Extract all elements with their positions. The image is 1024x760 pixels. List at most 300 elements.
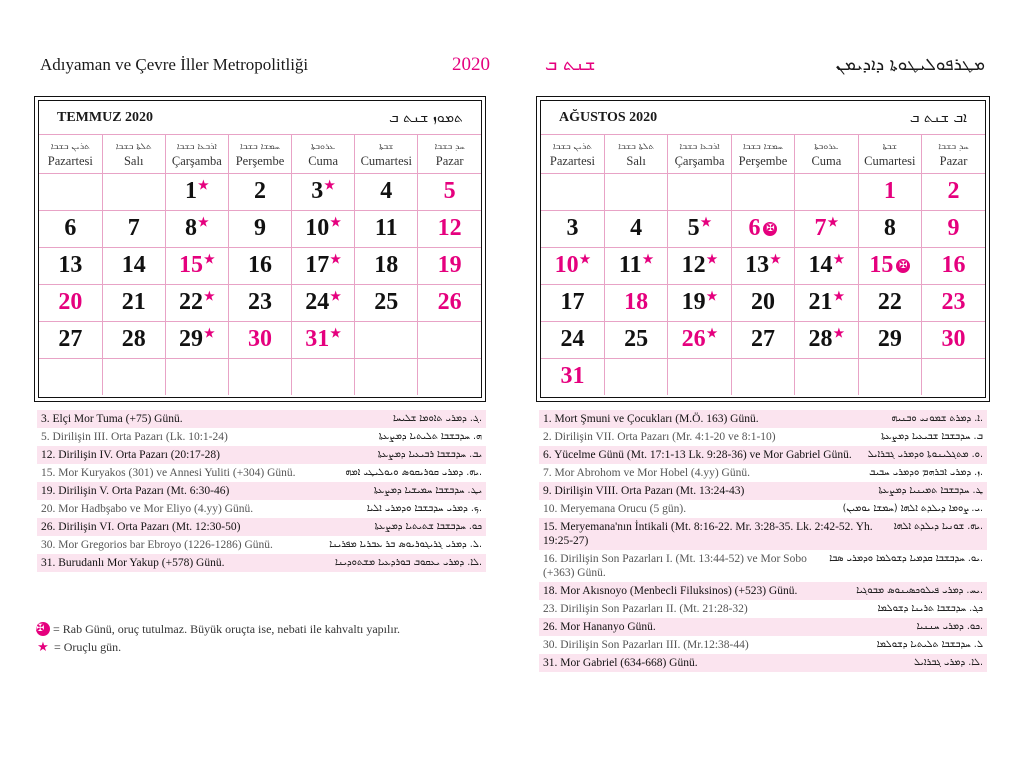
event-text: 23. Dirilişin Son Pazarları II. (Mt. 21:28-32) xyxy=(543,603,748,615)
day-number: 4 xyxy=(630,215,643,241)
week-row xyxy=(39,173,481,210)
day-number: 3 xyxy=(566,215,579,241)
star-icon: ★ xyxy=(330,252,342,266)
day-header-row xyxy=(39,135,481,173)
page-title: Adıyaman ve Çevre İller Metropolitliği xyxy=(40,55,309,74)
month-header xyxy=(39,101,481,135)
day-header-syriac: ܐܪܒܥܐ ܒܫܒܐ xyxy=(679,141,720,152)
day-cell xyxy=(102,210,165,247)
day-cell xyxy=(604,321,667,358)
star-icon: ★ xyxy=(197,178,209,192)
star-icon: ★ xyxy=(324,178,336,192)
event-text: 15. Mor Kuryakos (301) ve Annesi Yuliti (+304) Günü. xyxy=(41,467,296,479)
day-cell xyxy=(228,210,291,247)
day-header xyxy=(292,135,355,173)
day-number: 1 xyxy=(883,178,896,204)
calendar-grid xyxy=(39,135,481,395)
day-cell xyxy=(228,247,291,284)
event-text-syriac: ܝܚ. ܕܡܪܝ ܦܝܠܘܟܣܝܢܘܣ ܡܒܘܓܝܐ. xyxy=(856,585,983,596)
event-text: 7. Mor Abrohom ve Mor Hobel (4.yy) Günü. xyxy=(543,467,750,479)
day-header-syriac: ܬܠܬܐ ܒܫܒܐ xyxy=(115,141,152,152)
day-number: 26 xyxy=(681,326,706,352)
day-cell xyxy=(922,284,985,321)
day-number: 21 xyxy=(121,289,146,315)
day-number: 7 xyxy=(127,215,140,241)
day-cell xyxy=(165,321,228,358)
day-cell xyxy=(39,321,102,358)
day-cell xyxy=(418,247,481,284)
day-header-label: Çarşamba xyxy=(674,153,725,168)
day-header-label: Cumartesi xyxy=(864,153,916,168)
day-number: 31 xyxy=(305,326,330,352)
day-number: 11 xyxy=(618,252,642,278)
week-row xyxy=(541,284,985,321)
event-text-syriac: ܠ. ܚܕܒܫܒܐ ܬܠܝܬܝܐ ܕܫܘܠܡܐ xyxy=(876,639,983,650)
header-left xyxy=(40,54,490,84)
week-row xyxy=(39,247,481,284)
day-number: 27 xyxy=(58,326,83,352)
event-text-syriac: ܒ. ܚܕܒܫܒܐ ܫܒܝܥܝܐ ܕܡܨܥܬܐ xyxy=(881,431,983,442)
day-cell xyxy=(292,210,355,247)
empty-cell xyxy=(292,358,355,395)
day-number: 20 xyxy=(750,289,775,315)
day-cell xyxy=(165,284,228,321)
empty-cell xyxy=(228,358,291,395)
day-number: 2 xyxy=(947,178,960,204)
event-text-syriac: ܟܘ. ܕܡܪܝ ܚܢܢܝܐ. xyxy=(916,621,983,632)
event-text-syriac: ܐ. ܕܡܪܬ ܫܡܘܢܝ ܘܒܢܝܗ. xyxy=(891,413,983,424)
day-cell xyxy=(102,321,165,358)
header-right xyxy=(545,54,985,84)
day-cell xyxy=(39,210,102,247)
empty-cell xyxy=(39,173,102,210)
empty-cell xyxy=(102,173,165,210)
day-cell xyxy=(39,247,102,284)
day-header xyxy=(165,135,228,173)
day-number: 6 xyxy=(748,215,761,241)
year-label: 2020 xyxy=(452,54,490,75)
week-row xyxy=(541,247,985,284)
event-row xyxy=(539,464,987,482)
day-cell xyxy=(731,284,794,321)
day-cell xyxy=(858,247,921,284)
day-header xyxy=(355,135,418,173)
star-icon: ★ xyxy=(833,289,845,303)
event-row xyxy=(37,482,486,500)
day-cell xyxy=(604,247,667,284)
event-text: 6. Yücelme Günü (Mt. 17:1-13 Lk. 9:28-36) ve Mor Gabriel Günü. xyxy=(543,449,852,461)
event-row xyxy=(37,464,486,482)
day-header xyxy=(858,135,921,173)
day-header-syriac: ܚܕ ܒܫܒܐ xyxy=(434,141,465,152)
day-header-label: Perşembe xyxy=(235,153,285,168)
event-text-syriac: ܘ. ܡܬܓܠܝܢܘܬܐ ܘܕܡܪܝ ܓܒܪܐܝܠ. xyxy=(867,449,983,460)
day-cell xyxy=(541,247,604,284)
empty-cell xyxy=(604,173,667,210)
event-text: 26. Mor Hananyo Günü. xyxy=(543,621,656,633)
star-icon: ★ xyxy=(700,215,712,229)
day-header xyxy=(102,135,165,173)
day-cell xyxy=(39,284,102,321)
day-number: 5 xyxy=(687,215,700,241)
day-number: 16 xyxy=(941,252,966,278)
event-text-syriac: ܛ. ܚܕܒܫܒܐ ܬܡܝܢܝܐ ܕܡܨܥܬܐ xyxy=(878,485,983,496)
week-row xyxy=(541,321,985,358)
day-header-syriac: ܥܪܘܒܬܐ xyxy=(310,141,336,152)
day-cell xyxy=(541,284,604,321)
day-number: 16 xyxy=(247,252,272,278)
day-header-syriac: ܐܪܒܥܐ ܒܫܒܐ xyxy=(176,141,217,152)
event-list-august xyxy=(539,410,987,672)
day-number: 20 xyxy=(58,289,83,315)
day-header xyxy=(795,135,858,173)
day-number: 10 xyxy=(305,215,330,241)
cross-icon: ✠ xyxy=(896,259,910,273)
day-header-syriac: ܬܪܝܢ ܒܫܒܐ xyxy=(552,141,592,152)
day-number: 27 xyxy=(750,326,775,352)
event-text-syriac: ܝܒ. ܚܕܒܫܒܐ ܪܒܝܥܝܐ ܕܡܨܥܬܐ xyxy=(377,449,482,460)
day-header xyxy=(604,135,667,173)
day-cell xyxy=(922,173,985,210)
empty-cell xyxy=(858,358,921,395)
calendar-grid xyxy=(541,135,985,395)
day-number: 29 xyxy=(877,326,902,352)
day-header-label: Pazar xyxy=(435,153,464,168)
day-cell xyxy=(355,247,418,284)
day-number: 14 xyxy=(808,252,833,278)
empty-cell xyxy=(102,358,165,395)
day-cell xyxy=(165,247,228,284)
event-text: 18. Mor Akısnoyo (Menbecli Filuksinos) (+523) Günü. xyxy=(543,585,798,597)
event-text: 12. Dirilişin IV. Orta Pazarı (20:17-28) xyxy=(41,449,220,461)
day-header-row xyxy=(541,135,985,173)
month-header xyxy=(541,101,985,135)
day-number: 18 xyxy=(624,289,649,315)
day-cell xyxy=(604,284,667,321)
star-icon: ★ xyxy=(330,215,342,229)
event-text: 26. Dirilişin VI. Orta Pazarı (Mt. 12:30-50) xyxy=(41,521,241,533)
event-text-syriac: ܝܗ. ܕܡܪܝ ܩܘܪܝܩܘܣ ܘܝܘܠܝܛܝ ܐܡܗ. xyxy=(345,467,482,478)
event-row xyxy=(539,410,987,428)
event-text-syriac: ܓ. ܕܡܪܝ ܬܐܘܡܐ ܫܠܝܚܐ. xyxy=(392,413,482,424)
day-cell xyxy=(102,247,165,284)
event-row xyxy=(539,428,987,446)
day-number: 3 xyxy=(311,178,324,204)
day-cell xyxy=(228,173,291,210)
day-cell xyxy=(418,284,481,321)
day-number: 15 xyxy=(869,252,894,278)
day-number: 19 xyxy=(437,252,462,278)
star-icon: ★ xyxy=(203,326,215,340)
event-row xyxy=(539,618,987,636)
week-row xyxy=(39,284,481,321)
event-row xyxy=(539,582,987,600)
day-number: 12 xyxy=(437,215,462,241)
event-row xyxy=(37,500,486,518)
day-cell xyxy=(604,210,667,247)
event-row xyxy=(37,410,486,428)
day-header-label: Salı xyxy=(123,153,144,168)
empty-cell xyxy=(795,173,858,210)
day-cell xyxy=(165,210,228,247)
event-text-syriac: ܙ. ܕܡܪܝ ܐܒܪܗܡ ܘܕܡܪܝ ܚܒܝܒ. xyxy=(869,467,983,478)
day-cell xyxy=(292,247,355,284)
day-number: 14 xyxy=(121,252,146,278)
event-text: 10. Meryemana Orucu (5 gün). xyxy=(543,503,687,515)
legend-star-row xyxy=(36,638,400,656)
event-row xyxy=(539,600,987,618)
legend-cross-text: = Rab Günü, oruç tutulmaz. Büyük oruçta ise, nebati ile kahvaltı yapılır. xyxy=(53,622,401,636)
day-cell xyxy=(292,284,355,321)
day-header-label: Çarşamba xyxy=(171,153,222,168)
day-cell xyxy=(355,284,418,321)
day-number: 5 xyxy=(443,178,456,204)
day-header-syriac: ܥܪܘܒܬܐ xyxy=(814,141,839,152)
day-number: 12 xyxy=(681,252,706,278)
event-row xyxy=(37,554,486,572)
legend xyxy=(36,620,400,656)
event-text-syriac: ܟܓ. ܚܕܒܫܒܐ ܬܪܝܢܐ ܕܫܘܠܡܐ xyxy=(877,603,983,614)
day-number: 9 xyxy=(947,215,960,241)
event-text-syriac: ܝܛ. ܚܕܒܫܒܐ ܚܡܝܫܝܐ ܕܡܨܥܬܐ xyxy=(373,485,482,496)
day-header xyxy=(922,135,985,173)
empty-cell xyxy=(165,358,228,395)
week-row xyxy=(541,210,985,247)
event-row xyxy=(539,500,987,518)
day-header-label: Pazartesi xyxy=(549,153,596,168)
week-row xyxy=(541,358,985,395)
day-cell xyxy=(228,284,291,321)
day-cell xyxy=(355,210,418,247)
day-number: 1 xyxy=(184,178,197,204)
day-number: 15 xyxy=(178,252,203,278)
cross-icon: ✠ xyxy=(763,222,777,236)
calendar-july xyxy=(34,96,486,402)
event-text: 1. Mort Şmuni ve Çocukları (M.Ö. 163) Günü. xyxy=(543,413,759,425)
event-text: 3. Elçi Mor Tuma (+75) Günü. xyxy=(41,413,183,425)
day-cell xyxy=(795,247,858,284)
empty-cell xyxy=(604,358,667,395)
day-header-syriac: ܬܪܝܢ ܒܫܒܐ xyxy=(50,141,90,152)
day-header xyxy=(418,135,481,173)
event-text: 20. Mor Hadbşabo ve Mor Eliyo (4.yy) Günü. xyxy=(41,503,254,515)
day-number: 30 xyxy=(941,326,966,352)
star-icon: ★ xyxy=(197,215,209,229)
day-header xyxy=(228,135,291,173)
year-label-syriac: ܫܢܬ ܒ xyxy=(545,54,596,75)
event-text: 9. Dirilişin VIII. Orta Pazarı (Mt. 13:24-43) xyxy=(543,485,745,497)
day-header-label: Cuma xyxy=(308,153,339,168)
day-number: 24 xyxy=(305,289,330,315)
day-number: 31 xyxy=(560,363,585,390)
day-header-label: Cuma xyxy=(811,153,842,168)
day-header-label: Cumartesi xyxy=(360,153,412,168)
event-row xyxy=(37,536,486,554)
empty-cell xyxy=(922,358,985,395)
day-header-label: Perşembe xyxy=(738,153,788,168)
event-text-syriac: ܗ. ܚܕܒܫܒܐ ܬܠܝܬܝܐ ܕܡܨܥܬܐ xyxy=(378,431,482,442)
week-row xyxy=(541,173,985,210)
event-text-syriac: ܠܐ. ܕܡܪܝ ܝܥܩܘܒ ܒܘܪܕܥܝܐ ܡܫܬܘܕܝܢܐ. xyxy=(334,557,482,568)
empty-cell xyxy=(39,358,102,395)
day-cell xyxy=(541,358,604,395)
day-cell xyxy=(292,321,355,358)
star-icon: ★ xyxy=(706,289,718,303)
legend-cross-row xyxy=(36,620,400,638)
day-number: 21 xyxy=(808,289,833,315)
month-name: AĞUSTOS 2020 xyxy=(559,109,658,125)
day-number: 24 xyxy=(560,326,585,352)
event-row xyxy=(539,446,987,464)
day-cell xyxy=(541,210,604,247)
day-cell xyxy=(418,210,481,247)
day-cell xyxy=(922,321,985,358)
day-number: 11 xyxy=(374,215,398,241)
event-text-syriac: ܝ. ܨܘܡܐ ܕܝܠܕܬ ܐܠܗܐ (ܚܡܫܐ ܝܘܡܝܢ). xyxy=(842,503,983,514)
event-text: 30. Mor Gregorios bar Ebroyo (1226-1286) Günü. xyxy=(41,539,273,551)
empty-cell xyxy=(731,173,794,210)
day-number: 8 xyxy=(883,215,896,241)
event-row xyxy=(539,550,987,582)
day-number: 2 xyxy=(253,178,266,204)
event-text-syriac: ܟ. ܕܡܪܝ ܚܕܒܫܒܐ ܘܕܡܪܝ ܐܠܝܐ. xyxy=(366,503,482,514)
day-number: 13 xyxy=(745,252,770,278)
day-number: 6 xyxy=(64,215,77,241)
day-header xyxy=(541,135,604,173)
day-header xyxy=(39,135,102,173)
day-header-syriac: ܚܕ ܒܫܒܐ xyxy=(938,141,969,152)
star-icon: ★ xyxy=(833,326,845,340)
day-number: 19 xyxy=(681,289,706,315)
day-number: 13 xyxy=(58,252,83,278)
star-icon: ★ xyxy=(706,252,718,266)
day-cell xyxy=(418,173,481,210)
day-number: 30 xyxy=(247,326,272,352)
event-text: 31. Mor Gabriel (634-668) Günü. xyxy=(543,657,698,669)
star-icon: ★ xyxy=(203,289,215,303)
week-row xyxy=(39,321,481,358)
day-number: 4 xyxy=(380,178,393,204)
day-header-syriac: ܬܠܬܐ ܒܫܒܐ xyxy=(618,141,655,152)
day-cell xyxy=(731,247,794,284)
month-name-syriac: ܐܒ ܫܢܬ ܒ xyxy=(909,109,967,126)
event-row xyxy=(37,518,486,536)
day-cell xyxy=(541,321,604,358)
day-number: 10 xyxy=(554,252,579,278)
day-number: 17 xyxy=(560,289,585,315)
day-number: 18 xyxy=(374,252,399,278)
calendar-august xyxy=(536,96,990,402)
star-icon: ★ xyxy=(203,252,215,266)
day-number: 22 xyxy=(877,289,902,315)
day-cell xyxy=(858,210,921,247)
day-header-syriac: ܚܡܫܐ ܒܫܒܐ xyxy=(239,141,280,152)
event-text-syriac: ܠܐ. ܕܡܪܝ ܓܒܪܐܝܠ. xyxy=(914,657,983,668)
empty-cell xyxy=(668,173,731,210)
day-cell xyxy=(668,321,731,358)
event-row xyxy=(37,446,486,464)
day-cell xyxy=(795,284,858,321)
day-cell xyxy=(668,210,731,247)
day-number: 29 xyxy=(178,326,203,352)
event-text-syriac: ܟܘ. ܚܕܒܫܒܐ ܫܬܝܬܝܐ ܕܡܨܥܬܐ xyxy=(374,521,482,532)
star-icon: ★ xyxy=(579,252,591,266)
day-header-syriac: ܚܡܫܐ ܒܫܒܐ xyxy=(742,141,783,152)
empty-cell xyxy=(418,321,481,358)
day-header xyxy=(731,135,794,173)
event-row xyxy=(539,518,987,550)
cross-icon: ✠ xyxy=(36,622,50,636)
day-cell xyxy=(731,321,794,358)
star-icon: ★ xyxy=(642,252,654,266)
star-icon: ★ xyxy=(827,215,839,229)
day-number: 23 xyxy=(941,289,966,315)
empty-cell xyxy=(731,358,794,395)
star-icon: ★ xyxy=(833,252,845,266)
empty-cell xyxy=(541,173,604,210)
day-number: 23 xyxy=(247,289,272,315)
empty-cell xyxy=(418,358,481,395)
day-number: 8 xyxy=(184,215,197,241)
day-number: 7 xyxy=(814,215,827,241)
event-text: 30. Dirilişin Son Pazarları III. (Mr.12:38-44) xyxy=(543,639,749,651)
day-cell xyxy=(858,173,921,210)
day-header-label: Salı xyxy=(626,153,646,168)
day-cell xyxy=(922,247,985,284)
day-cell xyxy=(668,284,731,321)
day-cell xyxy=(795,210,858,247)
day-number: 25 xyxy=(374,289,399,315)
day-cell xyxy=(355,173,418,210)
day-number: 28 xyxy=(121,326,146,352)
day-header-syriac: ܫܒܬܐ xyxy=(379,141,394,152)
event-text: 2. Dirilişin VII. Orta Pazarı (Mr. 4:1-20 ve 8:1-10) xyxy=(543,431,776,443)
event-row xyxy=(539,482,987,500)
week-row xyxy=(39,210,481,247)
event-text: 31. Burudanlı Mor Yakup (+578) Günü. xyxy=(41,557,225,569)
star-icon: ★ xyxy=(770,252,781,266)
empty-cell xyxy=(795,358,858,395)
month-name: TEMMUZ 2020 xyxy=(57,109,154,125)
day-header xyxy=(668,135,731,173)
star-icon: ★ xyxy=(706,326,718,340)
legend-star-text: = Oruçlu gün. xyxy=(54,640,122,654)
event-text: 5. Dirilişin III. Orta Pazarı (Lk. 10:1-24) xyxy=(41,431,228,443)
event-text-syriac: ܝܗ. ܫܘܢܝܐ ܕܝܠܕܬ ܐܠܗܐ. xyxy=(893,521,983,532)
day-number: 25 xyxy=(624,326,649,352)
week-row xyxy=(39,358,481,395)
day-number: 26 xyxy=(437,289,462,315)
day-header-label: Pazartesi xyxy=(47,153,93,168)
event-text-syriac: ܠ. ܕܡܪܝ ܓܪܝܓܘܪܝܘܣ ܒܪ ܥܒܪܝܐ ܡܦܪܝܢܐ. xyxy=(329,539,482,550)
empty-cell xyxy=(668,358,731,395)
day-cell xyxy=(731,210,794,247)
day-header-syriac: ܫܒܬܐ xyxy=(882,141,897,152)
day-cell xyxy=(102,284,165,321)
empty-cell xyxy=(355,358,418,395)
day-cell xyxy=(228,321,291,358)
event-text: 16. Dirilişin Son Pazarları I. (Mt. 13:44-52) ve Mor Sobo (+363) Günü. xyxy=(543,553,807,579)
day-number: 9 xyxy=(253,215,266,241)
event-row xyxy=(37,428,486,446)
day-cell xyxy=(292,173,355,210)
day-cell xyxy=(922,210,985,247)
event-text: 19. Dirilişin V. Orta Pazarı (Mt. 6:30-46) xyxy=(41,485,230,497)
day-cell xyxy=(668,247,731,284)
month-name-syriac: ܬܡܘܙ ܫܢܬ ܒ xyxy=(389,109,463,126)
day-number: 17 xyxy=(305,252,330,278)
event-row xyxy=(539,636,987,654)
